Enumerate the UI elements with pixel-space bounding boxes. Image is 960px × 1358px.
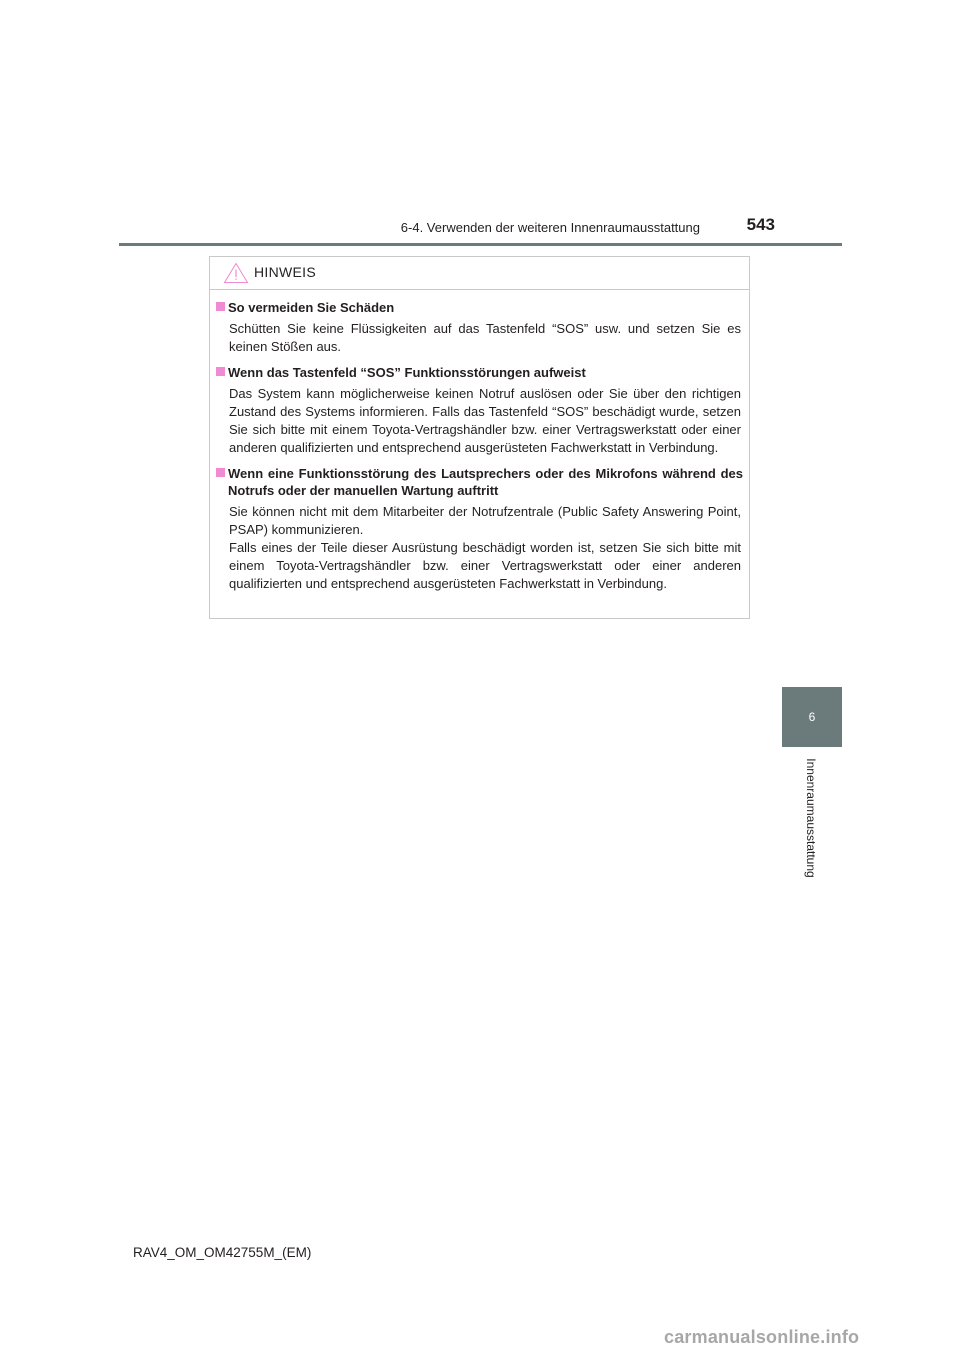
square-bullet-icon [216, 468, 225, 477]
notice-item-text: Das System kann möglicherweise keinen Notruf auslösen oder Sie über den richtigen Zustand des Systems informieren. Falls das Tastenfeld “SOS” beschädigt wurde, setzen Sie sich bitte mit einem Toyota-Vertragshändler bzw. einer Vertragswerkstatt oder einer anderen qualifizierten und entsprechend ausgerüsteten Fachwerkstatt in Verbindung. [229, 386, 741, 455]
notice-header [210, 257, 749, 290]
notice-item-heading [210, 465, 749, 499]
page-number: 543 [746, 215, 775, 234]
notice-item-text: Sie können nicht mit dem Mitarbeiter der Notrufzentrale (Public Safety Answering Point, PSAP) kommunizieren. [229, 504, 741, 537]
notice-item-heading [210, 364, 749, 381]
notice-item-text: Falls eines der Teile dieser Ausrüstung beschädigt worden ist, setzen Sie sich bitte mit einem Toyota-Vertragshändler bzw. einer Vertragswerkstatt oder einer anderen qualifizierten und entsprechend ausgerüsteten Fachwerkstatt in Verbindung. [229, 540, 741, 591]
notice-body [210, 299, 749, 601]
header-divider [119, 243, 842, 246]
chapter-number: 6 [808, 710, 816, 724]
notice-item [210, 299, 749, 356]
notice-item-heading-text: So vermeiden Sie Schäden [228, 300, 395, 315]
notice-item [210, 364, 749, 457]
square-bullet-icon [216, 302, 225, 311]
notice-title: HINWEIS [254, 264, 316, 280]
notice-item-heading-text: Wenn eine Funktionsstörung des Lautsprechers oder des Mikrofons während des Notrufs oder der manuellen Wartung auftritt [228, 466, 743, 498]
notice-item [210, 465, 749, 593]
notice-item-heading-text: Wenn das Tastenfeld “SOS” Funktionsstörungen aufweist [228, 365, 586, 380]
document-code: RAV4_OM_OM42755M_(EM) [133, 1245, 312, 1260]
notice-box [209, 256, 750, 619]
header-section-title: 6-4. Verwenden der weiteren Innenraumausstattung [400, 220, 700, 235]
watermark: carmanualsonline.info [664, 1327, 860, 1347]
notice-item-text: Schütten Sie keine Flüssigkeiten auf das Tastenfeld “SOS” usw. und setzen Sie es keinen Stößen aus. [229, 321, 741, 354]
square-bullet-icon [216, 367, 225, 376]
notice-item-heading [210, 299, 749, 316]
warning-triangle-icon [223, 262, 249, 284]
chapter-label: Innenraumausstattung [804, 758, 818, 878]
